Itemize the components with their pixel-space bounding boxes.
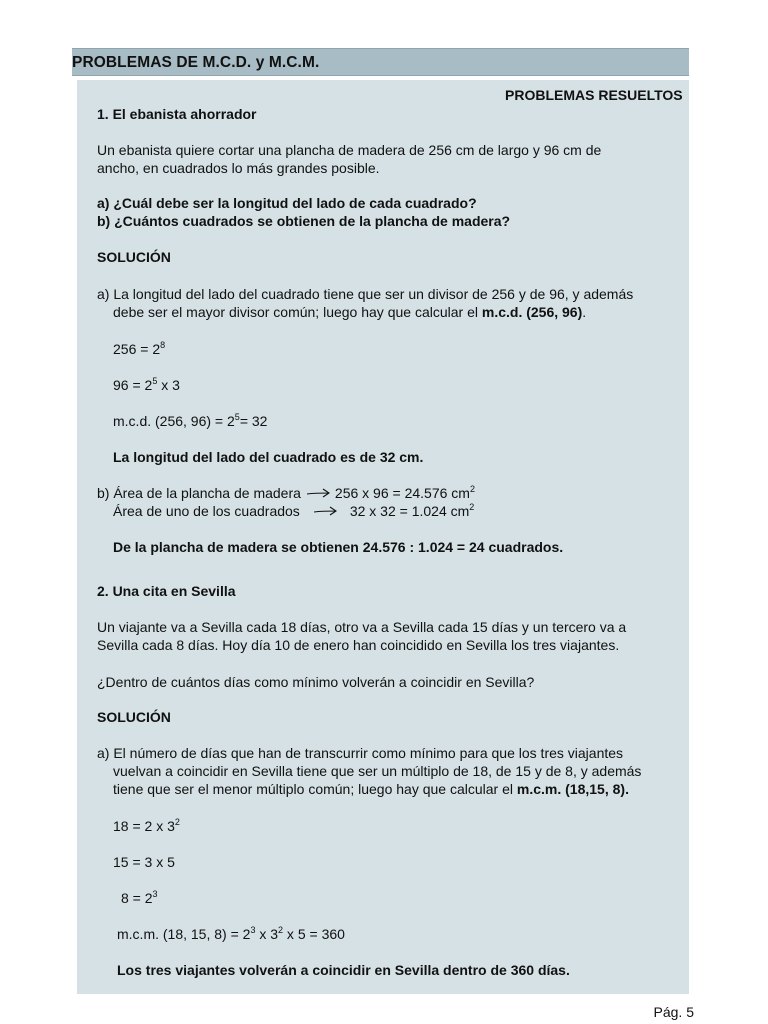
equation-18 bbox=[113, 817, 180, 835]
equation-mcd-exponent: 5 bbox=[234, 412, 240, 422]
equation-96-tail: x 3 bbox=[157, 377, 180, 393]
problem1-statement-line1: Un ebanista quiere cortar una plancha de madera de 256 cm de largo y 96 cm de bbox=[97, 142, 602, 158]
equation-96-exponent: 5 bbox=[152, 376, 158, 386]
equation-mcm-part1: m.c.m. (18, 15, 8) = 2 bbox=[117, 926, 251, 942]
problem2-statement-line1: Un viajante va a Sevilla cada 18 días, otro va a Sevilla cada 15 días y un tercero va a bbox=[97, 619, 627, 635]
problem1-solution-label: SOLUCIÓN bbox=[97, 249, 171, 265]
equation-mcd bbox=[113, 412, 267, 430]
equation-256 bbox=[113, 340, 165, 358]
area-plancha-label: b) Área de la plancha de madera bbox=[97, 485, 301, 501]
problem2-statement-line2: Sevilla cada 8 días. Hoy día 10 de enero han coincidido en Sevilla los tres viajantes. bbox=[97, 637, 620, 653]
equation-mcm-part2: x 3 bbox=[255, 926, 279, 942]
area-cuadrado-value: 32 x 32 = 1.024 cm bbox=[349, 503, 470, 519]
area-cuadrado-label: Área de uno de los cuadrados bbox=[113, 503, 300, 519]
equation-mcd-base: m.c.d. (256, 96) = 2 bbox=[113, 413, 235, 429]
problem1-heading: 1. El ebanista ahorrador bbox=[97, 106, 257, 122]
equation-18-base: 18 = 2 x 3 bbox=[113, 818, 175, 834]
equation-96 bbox=[113, 376, 180, 394]
title-bar bbox=[72, 48, 689, 76]
problem2-heading: 2. Una cita en Sevilla bbox=[97, 583, 236, 599]
page-title: PROBLEMAS DE M.C.D. y M.C.M. bbox=[72, 54, 320, 71]
section-label: PROBLEMAS RESUELTOS bbox=[505, 87, 683, 103]
problem1-statement-line2: ancho, en cuadrados lo más grandes posible. bbox=[97, 160, 380, 176]
problem1-question-b: b) ¿Cuántos cuadrados se obtienen de la plancha de madera? bbox=[97, 213, 511, 229]
problem2-solution-label: SOLUCIÓN bbox=[97, 709, 171, 725]
equation-8-base: 8 = 2 bbox=[121, 890, 153, 906]
equation-256-base: 256 = 2 bbox=[113, 341, 161, 357]
problem2-answer-line3 bbox=[113, 780, 629, 798]
problem1-answer-a-line1: a) La longitud del lado del cuadrado tiene que ser un divisor de 256 y de 96, y además bbox=[97, 286, 634, 302]
equation-8-exponent: 3 bbox=[152, 889, 158, 899]
equation-mcm bbox=[117, 925, 345, 943]
problem1-answer-b-line1 bbox=[97, 484, 475, 502]
equation-8 bbox=[121, 889, 158, 907]
equation-15: 15 = 3 x 5 bbox=[113, 854, 175, 870]
mcm-expression: m.c.m. (18,15, 8). bbox=[516, 781, 629, 797]
equation-mcd-tail: = 32 bbox=[239, 413, 268, 429]
equation-18-exponent: 2 bbox=[174, 817, 180, 827]
page-number: Pág. 5 bbox=[653, 1004, 694, 1020]
arrow-icon bbox=[307, 487, 331, 499]
problem1-conclusion-b: De la plancha de madera se obtienen 24.576 : 1.024 = 24 cuadrados. bbox=[113, 539, 564, 555]
problem2-question: ¿Dentro de cuántos días como mínimo volverán a coincidir en Sevilla? bbox=[97, 674, 535, 690]
problem2-answer-line2: vuelvan a coincidir en Sevilla tiene que ser un múltiplo de 18, de 15 y de 8, y además bbox=[113, 763, 642, 779]
equation-mcm-part3: x 5 = 360 bbox=[283, 926, 345, 942]
equation-256-exponent: 8 bbox=[160, 340, 166, 350]
area-cuadrado-exponent: 2 bbox=[469, 502, 475, 512]
problem1-answer-b-line2 bbox=[113, 502, 474, 520]
problem1-conclusion-a: La longitud del lado del cuadrado es de 32 cm. bbox=[113, 449, 424, 465]
problem2-conclusion: Los tres viajantes volverán a coincidir en Sevilla dentro de 360 días. bbox=[117, 962, 570, 978]
answer-line3-text: tiene que ser el menor múltiplo común; luego hay que calcular el bbox=[113, 781, 517, 797]
equation-mcm-exp2: 2 bbox=[278, 925, 284, 935]
answer-a-line2-end: . bbox=[582, 304, 587, 320]
equation-96-base: 96 = 2 bbox=[113, 377, 153, 393]
equation-mcm-exp1: 3 bbox=[250, 925, 256, 935]
problem1-question-a: a) ¿Cuál debe ser la longitud del lado de cada cuadrado? bbox=[97, 195, 477, 211]
area-plancha-value: 256 x 96 = 24.576 cm bbox=[334, 485, 470, 501]
mcd-expression: m.c.d. (256, 96) bbox=[481, 304, 583, 320]
answer-a-line2-text: debe ser el mayor divisor común; luego hay que calcular el bbox=[113, 304, 482, 320]
problem1-answer-a-line2 bbox=[113, 303, 586, 321]
arrow-icon bbox=[314, 505, 338, 517]
area-plancha-exponent: 2 bbox=[469, 484, 475, 494]
problem2-answer-line1: a) El número de días que han de transcurrir como mínimo para que los tres viajantes bbox=[97, 745, 624, 761]
